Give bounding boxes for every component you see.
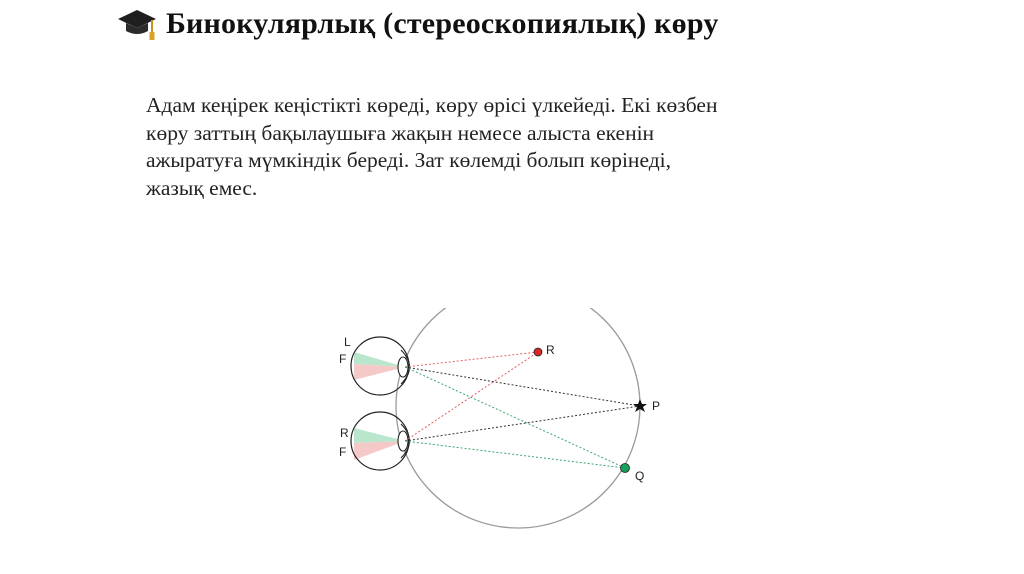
binocular-vision-diagram [330, 300, 670, 540]
paragraph-line: жазық емес. [146, 175, 258, 200]
label-top-eye-F: F [339, 352, 347, 366]
paragraph-line: Адам кеңірек кеңістікті көреді, көру өрісі үлкейеді. Екі көзбен [146, 93, 718, 117]
label-bottom-eye-F: F [339, 445, 347, 459]
point-R-marker [534, 348, 542, 356]
horopter-circle [396, 300, 640, 528]
title-row [116, 4, 719, 44]
ray-top-to-P [405, 367, 640, 406]
paragraph-line: ажыратуға мүмкіндік береді. Зат көлемді болып көрінеді, [146, 148, 671, 172]
label-top-eye-L: L [344, 335, 351, 349]
bottom-eye [351, 412, 410, 470]
body-paragraph [146, 92, 826, 202]
label-point-P: P [652, 399, 661, 413]
graduation-cap-icon [116, 4, 158, 44]
top-eye [351, 337, 410, 395]
label-point-Q: Q [635, 469, 645, 483]
label-point-R: R [546, 343, 555, 357]
ray-bottom-to-R [405, 352, 538, 441]
label-bottom-eye-R: R [340, 426, 349, 440]
paragraph-line: көру заттың бақылаушыға жақын немесе алыста екенін [146, 120, 655, 145]
ray-bottom-to-P [405, 406, 640, 441]
page-title: Бинокулярлық (стереоскопиялық) көру [166, 7, 719, 40]
point-Q-marker [621, 464, 630, 473]
ray-bottom-to-Q [405, 441, 625, 468]
ray-top-to-Q [405, 367, 625, 468]
